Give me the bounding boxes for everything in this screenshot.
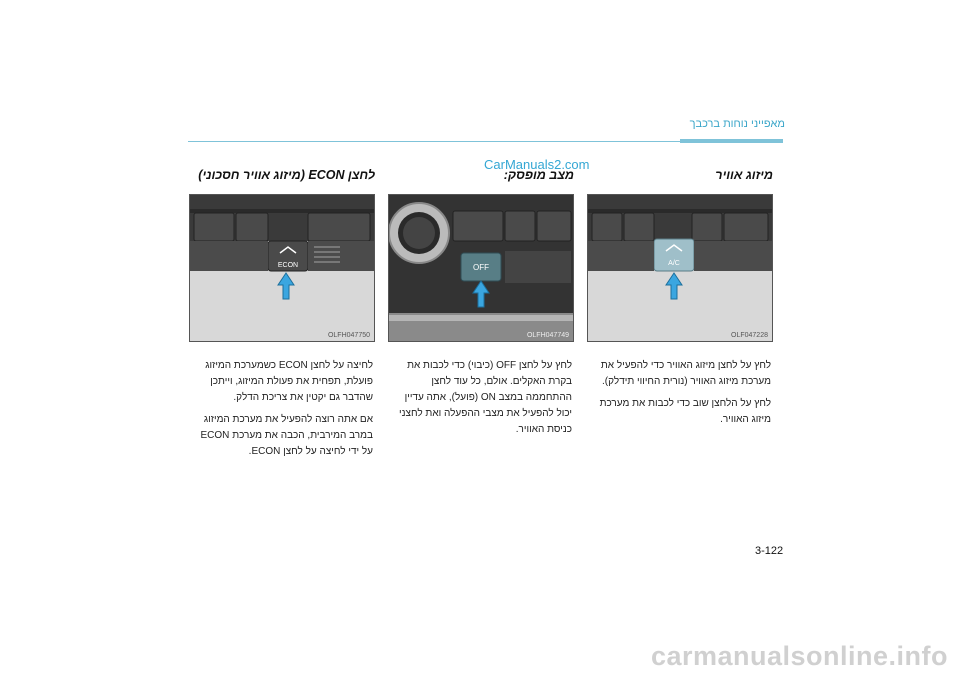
section-header: מאפייני נוחות ברכבך xyxy=(689,118,785,130)
figure-code: OLFH047750 xyxy=(327,332,370,339)
paragraph: אם אתה רוצה להפעיל את מערכת המיזוג במרב המירבית, הכבה את מערכת ECON על ידי לחיצה על לחצן ECON. xyxy=(200,414,373,457)
econ-button-text: ECON xyxy=(277,262,299,269)
watermark-bottom: carmanualsonline.info xyxy=(650,641,948,671)
paragraph: לחץ על הלחצן שוב כדי לכבות את מערכת מיזוג האוויר. xyxy=(599,398,771,425)
section-body xyxy=(587,358,773,428)
page-number: 3-122 xyxy=(755,545,784,557)
off-button-figure xyxy=(388,194,574,342)
section-title: לחצן ECON (מיזוג אוויר חסכוני) xyxy=(198,168,375,182)
off-button-text: OFF xyxy=(473,263,489,272)
header-rule-accent xyxy=(680,139,783,143)
section-title: מיזוג אוויר xyxy=(715,168,773,182)
paragraph: לחיצה על לחצן ECON כשמערכת המיזוג פועלת, תפחית את פעולת המיזוג, וייתכן שהדבר גם יקטין את צריכת הדלק. xyxy=(205,360,373,403)
econ-button-figure xyxy=(189,194,375,342)
ac-button-text: A/C xyxy=(668,260,680,267)
section-body xyxy=(189,358,375,460)
figure-code: OLFH047749 xyxy=(526,332,569,339)
ac-button-figure xyxy=(587,194,773,342)
paragraph: לחץ על לחצן מיזוג האוויר כדי להפעיל את מערכת מיזוג האוויר (נורית החיווי תידלק). xyxy=(600,360,771,387)
section-econ xyxy=(189,168,375,466)
watermark-top: CarManuals2.com xyxy=(484,157,590,172)
section-body xyxy=(388,358,574,438)
figure-code: OLF047228 xyxy=(731,332,768,339)
section-title: מצב מופסק: xyxy=(503,168,574,182)
paragraph: לחץ על לחצן OFF (כיבוי) כדי לכבות את בקרת האקלים. אולם, כל עוד לחצן ההתחממה במצב ON (פועל), אתה עדיין יכול להפעיל את מצבי ההפעלה ואת לחצני כניסת האוויר. xyxy=(399,360,572,435)
section-off-mode xyxy=(388,168,574,444)
section-air-conditioning xyxy=(587,168,773,434)
